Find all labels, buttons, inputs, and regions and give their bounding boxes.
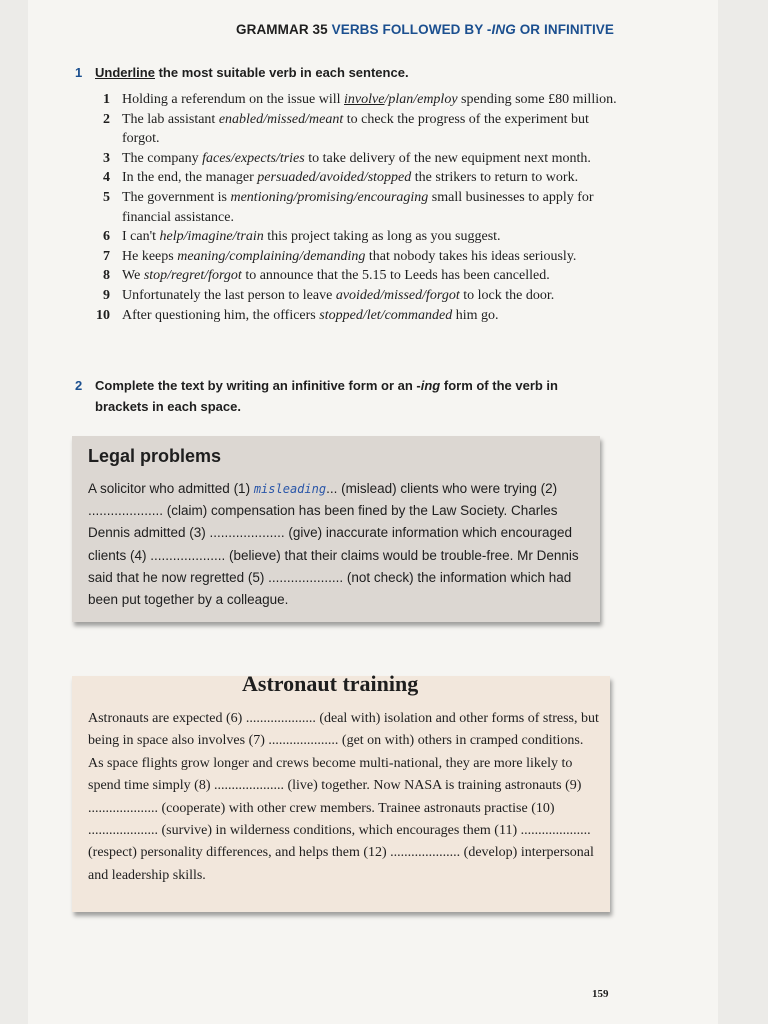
sentence-number: 10 <box>96 307 110 323</box>
page-number: 159 <box>592 988 609 1000</box>
astronaut-training-text: Astronauts are expected (6) .................... (deal with) isolation and other forms of stress, but being in space also involves (7) .................... (get on with) others in cramped conditions. As space flights grow longer and crews become multi-national, they are more likely to spend time simply (8) .................... (live) together. Now NASA is training astronauts (9) .................... (cooperate) with other crew members. Trainee astronauts practise (10) .................... (survive) in wilderness conditions, which encourages them (11) .................... (respect) personality differences, and helps them (12) .................... (develop) interpersonal and leadership skills. <box>88 711 599 883</box>
task1-underline-word: Underline <box>95 65 155 80</box>
sentence-item: 1 Holding a referendum on the issue will involve/plan/employ spending some £80 million. <box>88 90 628 110</box>
verb-options: /plan/employ <box>384 92 458 107</box>
header-title: VERBS FOLLOWED BY -ING OR INFINITIVE <box>331 22 614 37</box>
sentence-item: 4 In the end, the manager persuaded/avoided/stopped the strikers to return to work. <box>88 168 628 188</box>
sentence-item: 5 The government is mentioning/promising/encouraging small businesses to apply for financial assistance. <box>88 188 628 227</box>
verb-options: meaning/complaining/demanding <box>177 248 366 264</box>
verb-options: help/imagine/train <box>159 229 264 245</box>
sentence-number: 8 <box>103 268 110 284</box>
page-header <box>236 22 614 37</box>
sentence-item: 7 He keeps meaning/complaining/demanding that nobody takes his ideas seriously. <box>88 247 628 267</box>
sentence-item: 8 We stop/regret/forgot to announce that the 5.15 to Leeds has been cancelled. <box>88 266 628 286</box>
sentence-item: 10 After questioning him, the officers stopped/let/commanded him go. <box>88 306 628 326</box>
sentence-item: 3 The company faces/expects/tries to take delivery of the new equipment next month. <box>88 149 628 169</box>
sentence-number: 3 <box>103 150 110 166</box>
sentence-number: 9 <box>103 287 110 303</box>
task1-instruction-text: the most suitable verb in each sentence. <box>154 65 409 80</box>
verb-options: enabled/missed/meant <box>218 111 344 127</box>
astronaut-training-title: Astronaut training <box>242 671 419 696</box>
handwritten-answer: misleading <box>253 482 327 496</box>
verb-options: stop/regret/forgot <box>143 268 242 284</box>
legal-problems-text: A solicitor who admitted (1) misleading... (mislead) clients who were trying (2) .................... (claim) compensation has been fined by the Law Society. Charles Dennis admitted (3) .................... (give) inaccurate information which encouraged clients (4) .................... (believe) that their claims would be trouble-free. Mr Dennis said that he now regretted (5) .................... (not check) the information which had been put together by a colleague. <box>88 481 579 608</box>
sentence-item: 6 I can't help/imagine/train this project taking as long as you suggest. <box>88 227 628 247</box>
task2-instruction: 2 Complete the text by writing an infinitive form or an -ing form of the verb in brackets in each space. <box>75 375 558 417</box>
verb-options: mentioning/promising/encouraging <box>230 189 429 205</box>
sentence-item: 2 The lab assistant enabled/missed/meant to check the progress of the experiment but forgot. <box>88 110 628 149</box>
verb-options: stopped/let/commanded <box>319 307 453 323</box>
verb-options: avoided/missed/forgot <box>335 287 460 303</box>
sentence-number: 6 <box>103 229 110 245</box>
sentence-number: 7 <box>103 248 110 264</box>
verb-options: faces/expects/tries <box>202 150 305 166</box>
sentence-number: 5 <box>103 189 110 205</box>
header-prefix: GRAMMAR 35 <box>236 22 328 37</box>
legal-problems-title: Legal problems <box>88 446 222 466</box>
task1-number: 1 <box>75 65 83 80</box>
sentence-number: 2 <box>103 111 110 127</box>
task2-number: 2 <box>75 378 83 393</box>
task1-sentence-list <box>88 90 628 325</box>
sentence-number: 4 <box>103 170 110 186</box>
sentence-number: 1 <box>103 92 110 107</box>
sentence-item: 9 Unfortunately the last person to leave avoided/missed/forgot to lock the door. <box>88 286 628 306</box>
task1-instruction <box>75 62 409 83</box>
underlined-answer: involve <box>344 92 385 107</box>
verb-options: persuaded/avoided/stopped <box>257 170 412 186</box>
